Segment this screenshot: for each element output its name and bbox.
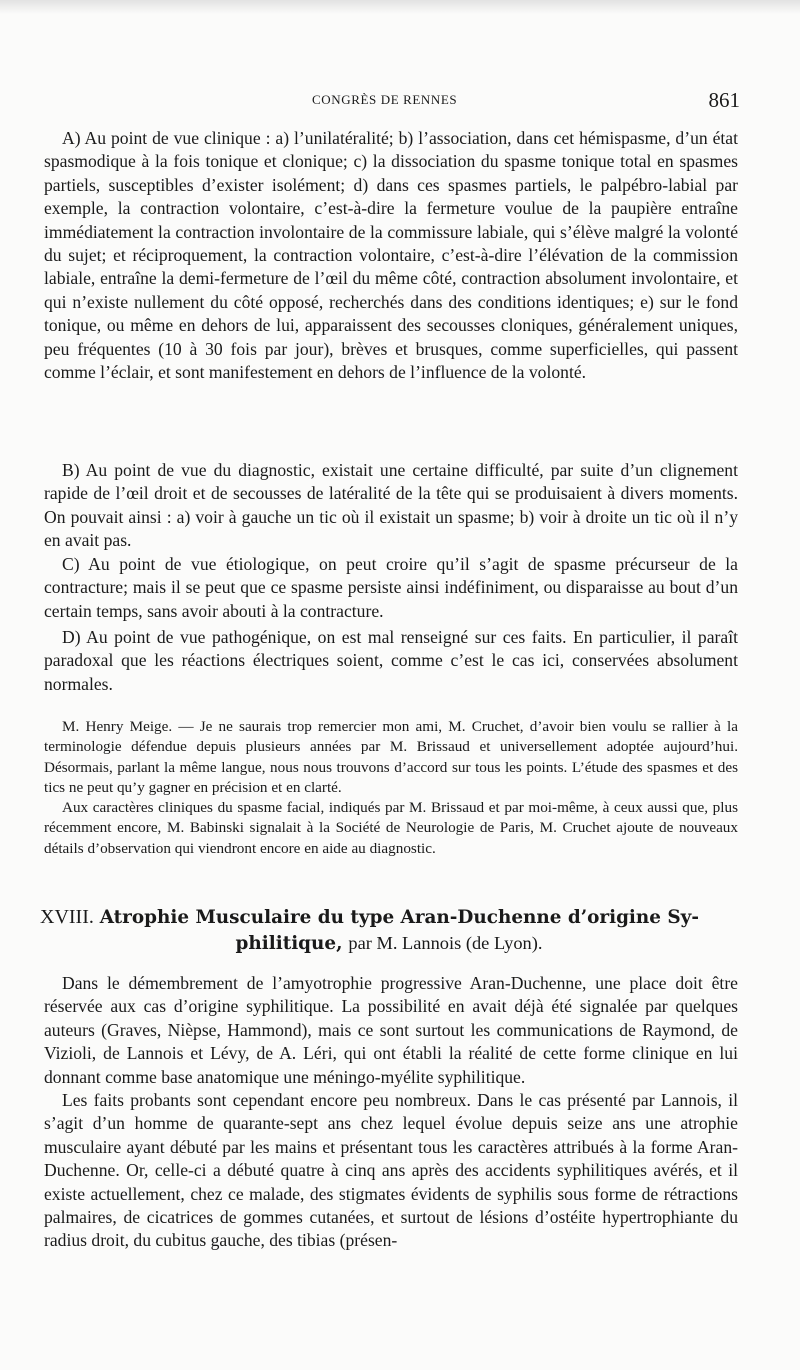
article-title-line-1: Atrophie Musculaire du type Aran-Duchenne d’origine Sy- [99,907,699,928]
heading-line-2 [40,931,738,957]
etiology-section [44,553,738,623]
pathogeny-section [44,626,738,696]
paragraph-pathogenie: D) Au point de vue pathogénique, on est mal renseigné sur ces faits. En particulier, il paraît paradoxal que les réactions électriques soient, comme c’est le cas ici, conservées absolument normales. [44,627,738,694]
page-header [40,88,740,114]
scan-edge [0,0,800,14]
article-paragraph-1: Dans le démembrement de l’amyotrophie progressive Aran-Duchenne, une place doit être réservée aux cas d’origine syphilitique. La possibilité en avait déjà été signalée par quelques auteurs (Graves, Nièpse, Hammond), mais ce sont surtout les communications de Raymond, de Vizioli, de Lannois et Lévy, de A. Léri, qui ont établi la réalité de cette forme clinique en lui donnant comme base anatomique une méningo-myélite syphilitique. [44,973,738,1087]
paragraph-diagnostic: B) Au point de vue du diagnostic, existait une certaine difficulté, par suite d’un clignement rapide de l’œil droit et de secousses de latéralité de la tête qui se produisaient à divers moments. On pouvait ainsi : a) voir à gauche un tic où il existait un spasme; b) voir à droite un tic où il n’y en avait pas. [44,460,738,551]
diagnostic-section [44,459,738,553]
running-title: CONGRÈS DE RENNES [312,92,458,107]
clinical-section [44,127,738,384]
article-body [44,972,738,1253]
paragraph-note-meige: M. Henry Meige. — Je ne saurais trop remercier mon ami, M. Cruchet, d’avoir bien voulu se rallier à la terminologie défendue depuis plusieurs années par M. Brissaud et universellement adoptée aujourd’hui. Désormais, parlant la même langue, nous nous trouvons d’accord sur tous les points. L’étude des spasmes et des tics ne peut qu’y gagner en précision et en clarté. [44,718,738,796]
article-byline: par M. Lannois (de Lyon). [348,932,543,953]
paragraph-note-caracteres: Aux caractères cliniques du spasme facial, indiqués par M. Brissaud et par moi-même, à ceux aussi que, plus récemment encore, M. Babinski signalait à la Société de Neurologie de Paris, M. Cruchet ajoute de nouveaux détails d’observation qui viendront encore en aide au diagnostic. [44,799,738,857]
article-title-line-2: philitique, [235,932,343,954]
page-number: 861 [708,88,740,112]
paragraph-clinique: A) Au point de vue clinique : a) l’unilatéralité; b) l’association, dans cet hémispasme, d’un état spasmodique à la fois tonique et clonique; c) la dissociation du spasme tonique total en spasmes partiels, susceptibles d’exister isolément; d) dans ces spasmes partiels, le palpébro-labial par exemple, la contraction volontaire, c’est-à-dire la fermeture voulue de la paupière entraîne immédiatement la contraction involontaire de la commissure labiale, qui s’élève malgré la volonté du sujet; et réciproquement, la contraction volontaire, c’est-à-dire l’élévation de la commission labiale, entraîne la demi-fermeture de l’œil du même côté, contraction absolument involontaire, et qui n’existe nullement du côté opposé, recherchés dans des conditions identiques; e) sur le fond tonique, ou même en dehors de lui, apparaissent des secousses cloniques, généralement uniques, peu fréquentes (10 à 30 fois par jour), brèves et brusques, comme superficielles, qui passent comme l’éclair, et sont manifestement en dehors de l’influence de la volonté. [44,128,738,383]
heading-line-1 [40,905,738,931]
article-heading [40,905,738,956]
section-number: XVIII. [40,906,94,928]
meige-remarks [44,717,738,859]
article-paragraph-2: Les faits probants sont cependant encore peu nombreux. Dans le cas présenté par Lannois, il s’agit d’un homme de quarante-sept ans chez lequel évolue depuis seize ans une atrophie musculaire ayant débuté par les mains et présentant tous les caractères attribués à la forme Aran-Duchenne. Or, celle-ci a débuté quatre à cinq ans après des accidents syphilitiques avérés, et il existe actuellement, chez ce malade, des stigmates évidents de syphilis sous forme de rétractions palmaires, de cicatrices de gommes cutanées, et surtout de lésions d’ostéite hypertrophiante du radius droit, du cubitus gauche, des tibias (présen- [44,1090,738,1251]
paragraph-etiologie: C) Au point de vue étiologique, on peut croire qu’il s’agit de spasme précurseur de la contracture; mais il se peut que ce spasme persiste ainsi indéfiniment, ou disparaisse au bout d’un certain temps, sans avoir abouti à la contracture. [44,554,738,621]
